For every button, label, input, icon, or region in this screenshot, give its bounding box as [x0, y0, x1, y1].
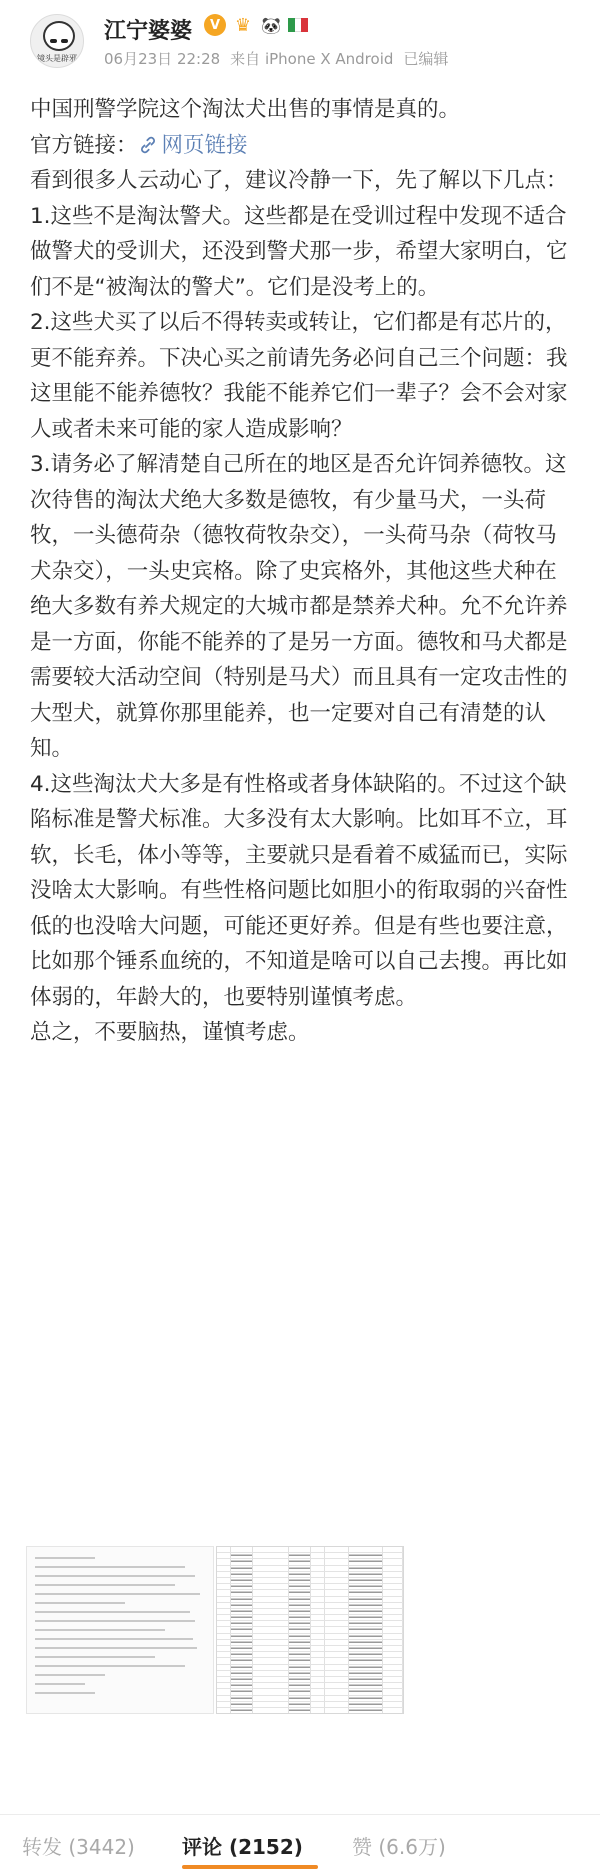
web-link-text: 网页链接: [161, 132, 248, 158]
document-image[interactable]: [26, 1546, 214, 1714]
like-button[interactable]: 赞 (6.6万): [352, 1835, 446, 1859]
comment-tab[interactable]: 评论 (2152): [182, 1835, 303, 1859]
edited-label[interactable]: 已编辑: [403, 50, 449, 68]
post-point-4: 4.这些淘汰犬大多是有性格或者身体缺陷的。不过这个缺陷标准是警犬标准。大多没有太大影响。比如耳不立，耳软，长毛，体小等等，主要就只是看着不威猛而已，实际没啥太大影响。有些性格问题比如胆小的衔取弱的兴奋性低的也没啥大问题，可能还更好养。但是有些也要注意，比如那个锤系血统的，不知道是啥可以自己去搜。再比如体弱的，年龄大的，也要特别谨慎考虑。: [30, 771, 568, 1010]
username[interactable]: 江宁婆婆: [104, 19, 193, 44]
post-header: [0, 0, 600, 84]
meme-face-icon: [43, 21, 75, 51]
post-paragraph: 看到很多人云动心了，建议冷静一下，先了解以下几点：: [30, 168, 568, 193]
official-link-label: 官方链接：: [30, 132, 138, 158]
avatar[interactable]: [30, 14, 84, 68]
post-point-2: 2.这些犬买了以后不得转卖或转让，它们都是有芯片的，更不能弃养。下决心买之前请先务必问自己三个问题：我这里能不能养德牧？我能不能养它们一辈子？会不会对家人或者未来可能的家人造成影响？: [30, 310, 568, 442]
post-point-3: 3.请务必了解清楚自己所在的地区是否允许饲养德牧。这次待售的淘汰犬绝大多数是德牧，有少量马犬，一头荷牧，一头德荷杂（德牧荷牧杂交），一头荷马杂（荷牧马犬杂交），一头史宾格。除了史宾格外，其他这些犬种在绝大多数有养犬规定的大城市都是禁养犬种。允不允许养是一方面，你能不能养的了是另一方面。德牧和马犬都是需要较大活动空间（特别是马犬）而且具有一定攻击性的大型犬，就算你那里能养，也一定要对自己有清楚的认知。: [30, 452, 568, 761]
italy-flag-icon: [288, 18, 308, 32]
crown-icon: ♛: [232, 14, 254, 36]
timestamp: 06月23日 22:28: [104, 50, 221, 68]
official-link-line: [30, 128, 578, 164]
post-paragraph: 中国刑警学院这个淘汰犬出售的事情是真的。: [30, 97, 461, 122]
badge-row: [204, 14, 308, 36]
post-conclusion: 总之，不要脑热，谨慎考虑。: [30, 1020, 310, 1045]
source: 来自 iPhone X Android: [230, 50, 394, 68]
post-point-1: 1.这些不是淘汰警犬。这些都是在受训过程中发现不适合做警犬的受训犬，还没到警犬那一步，希望大家明白，它们不是“被淘汰的警犬”。它们是没考上的。: [30, 203, 568, 300]
image-grid: [26, 1546, 400, 1714]
active-tab-indicator: [182, 1865, 318, 1869]
action-bar: [0, 1814, 600, 1871]
table-image[interactable]: [216, 1546, 404, 1714]
verified-v-icon: V: [204, 14, 226, 36]
web-link[interactable]: [138, 133, 248, 158]
post-meta: [104, 48, 448, 69]
avatar-caption: 镜头是辟邪: [37, 54, 77, 63]
repost-button[interactable]: 转发 (3442): [22, 1835, 135, 1859]
panda-icon: 🐼: [261, 15, 281, 35]
post-content: [30, 92, 578, 1051]
link-icon: [138, 135, 158, 155]
